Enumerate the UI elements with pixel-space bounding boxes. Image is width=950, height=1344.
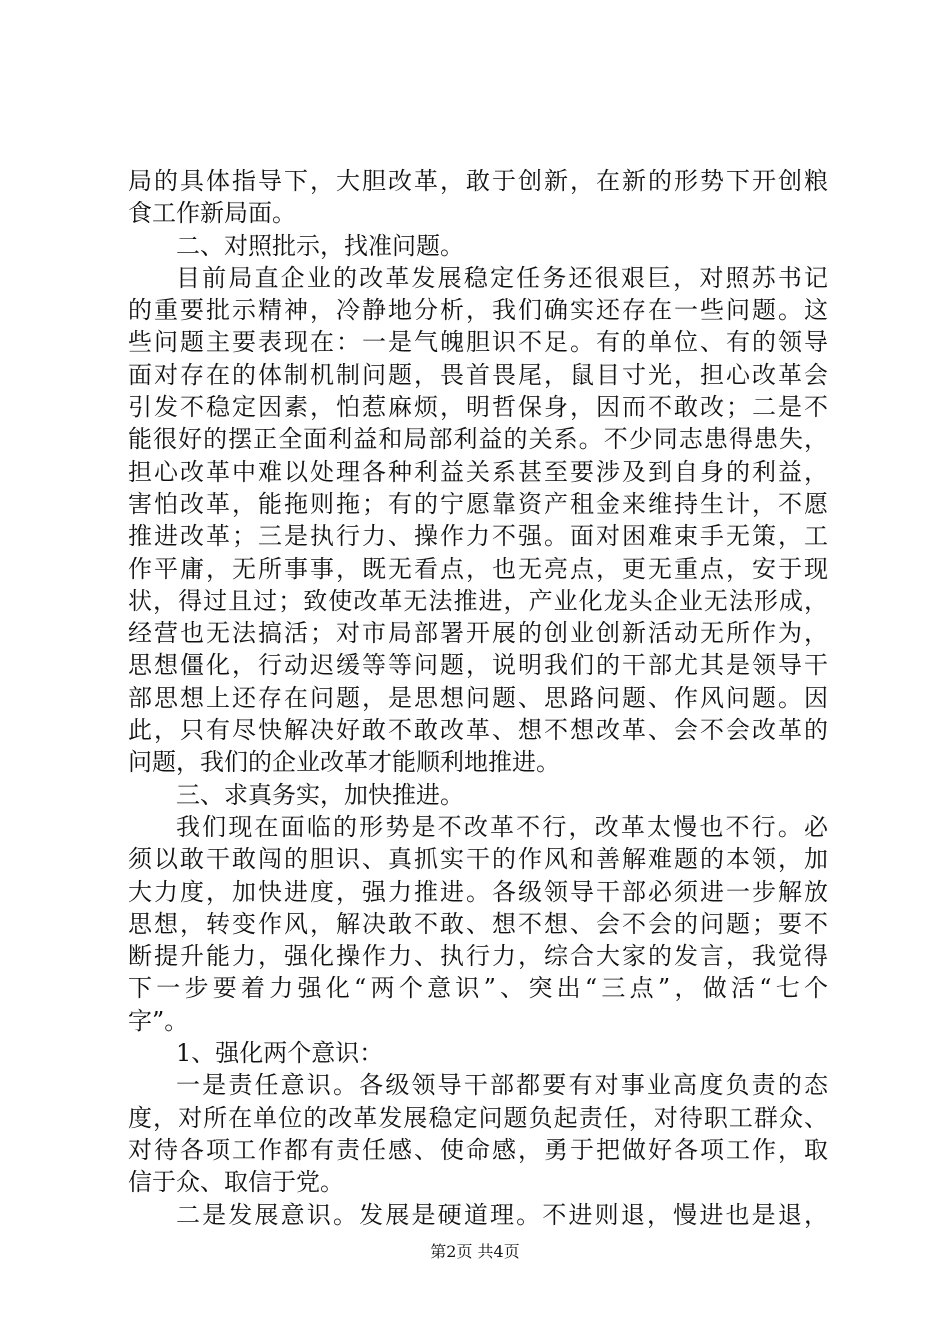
text-line: 此，只有尽快解决好敢不敢改革、想不想改革、会不会改革的 xyxy=(128,716,828,745)
text-line: 信于众、取信于党。 xyxy=(128,1168,344,1197)
text-line: 对待各项工作都有责任感、使命感，勇于把做好各项工作，取 xyxy=(128,1135,828,1164)
text-line: 推进改革；三是执行力、操作力不强。面对困难束手无策，工 xyxy=(128,522,828,551)
text-line: 害怕改革，能拖则拖；有的宁愿靠资产租金来维持生计，不愿 xyxy=(128,489,828,518)
section-heading: 二、对照批示，找准问题。 xyxy=(176,231,464,260)
text-line: 问题，我们的企业改革才能顺利地推进。 xyxy=(128,748,560,777)
text-line: 目前局直企业的改革发展稳定任务还很艰巨，对照苏书记 xyxy=(176,263,828,292)
text-line: 面对存在的体制机制问题，畏首畏尾，鼠目寸光，担心改革会 xyxy=(128,360,828,389)
text-line: 些问题主要表现在：一是气魄胆识不足。有的单位、有的领导 xyxy=(128,328,828,357)
text-line: 下一步要着力强化“两个意识”、突出“三点”，做活“七个 xyxy=(128,974,828,1003)
text-line: 大力度，加快进度，强力推进。各级领导干部必须进一步解放 xyxy=(128,877,828,906)
text-line: 二是发展意识。发展是硬道理。不进则退，慢进也是退， xyxy=(176,1200,828,1229)
section-heading: 三、求真务实，加快推进。 xyxy=(176,780,464,809)
text-line: 我们现在面临的形势是不改革不行，改革太慢也不行。必 xyxy=(176,812,828,841)
text-line: 能很好的摆正全面利益和局部利益的关系。不少同志患得患失， xyxy=(128,425,828,454)
text-line: 部思想上还存在问题，是思想问题、思路问题、作风问题。因 xyxy=(128,683,828,712)
page-number: 第2页 共4页 xyxy=(430,1242,520,1261)
text-line: 须以敢干敢闯的胆识、真抓实干的作风和善解难题的本领，加 xyxy=(128,845,828,874)
text-line: 一是责任意识。各级领导干部都要有对事业高度负责的态 xyxy=(176,1071,828,1100)
page-footer xyxy=(0,1240,950,1264)
text-line: 的重要批示精神，冷静地分析，我们确实还存在一些问题。这 xyxy=(128,296,828,325)
text-line: 引发不稳定因素，怕惹麻烦，明哲保身，因而不敢改；二是不 xyxy=(128,393,828,422)
text-line: 食工作新局面。 xyxy=(128,199,296,228)
document-body xyxy=(128,165,828,1231)
text-line: 思想，转变作风，解决敢不敢、想不想、会不会的问题；要不 xyxy=(128,909,828,938)
text-line: 字”。 xyxy=(128,1006,189,1035)
text-line: 局的具体指导下，大胆改革，敢于创新，在新的形势下开创粮 xyxy=(128,167,828,195)
text-line: 经营也无法搞活；对市局部署开展的创业创新活动无所作为， xyxy=(128,619,828,648)
text-line: 思想僵化，行动迟缓等等问题，说明我们的干部尤其是领导干 xyxy=(128,651,828,680)
text-line: 作平庸，无所事事，既无看点，也无亮点，更无重点，安于现 xyxy=(128,554,828,583)
subsection-heading: 1、强化两个意识： xyxy=(176,1039,384,1068)
text-line: 断提升能力，强化操作力、执行力，综合大家的发言，我觉得 xyxy=(128,942,828,971)
text-line: 状，得过且过；致使改革无法推进，产业化龙头企业无法形成， xyxy=(128,586,828,615)
text-line: 度，对所在单位的改革发展稳定问题负起责任，对待职工群众、 xyxy=(128,1103,828,1132)
text-line: 担心改革中难以处理各种利益关系甚至要涉及到自身的利益， xyxy=(128,457,828,486)
